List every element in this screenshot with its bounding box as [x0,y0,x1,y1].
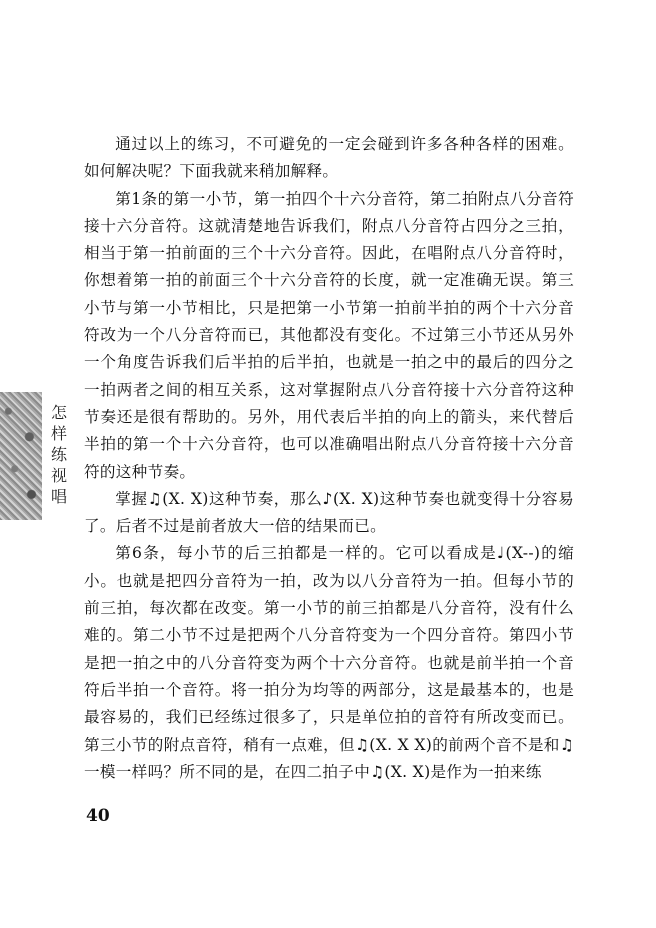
page-number: 40 [86,806,110,826]
paragraph-1: 通过以上的练习，不可避免的一定会碰到许多各种各样的困难。如何解决呢？下面我就来稍加解释。 [84,135,574,181]
paragraph-4: 第6条，每小节的后三拍都是一样的。它可以看成是♩(X--)的缩小。也就是把四分音符为一拍，改为以八分音符为一拍。但每小节的前三拍，每次都在改变。第一小节的前三拍都是八分音符，没有什么难的。第二小节不过是把两个八分音符变为一个四分音符。第四小节是把一拍之中的八分音符变为两个十六分音符。也就是前半拍一个音符后半拍一个音符。将一拍分为均等的两部分，这是最基本的，也是最容易的，我们已经练过很多了，只是单位拍的音符有所改变而已。第三小节的附点音符，稍有一点难，但♫(X. X X)的前两个音不是和♫一模一样吗？所不同的是，在四二拍子中♫(X. X)是作为一拍来练 [84,544,574,781]
book-side-tab [0,392,78,520]
paragraph-3: 掌握♫(X. X)这种节奏，那么♪(X. X)这种节奏也就变得十分容易了。后者不过是前者放大一倍的结果而已。 [84,489,574,536]
book-title-vertical: 怎样练视唱 [50,403,67,506]
side-tab-texture [0,392,42,520]
paragraph-2: 第1条的第一小节，第一拍四个十六分音符，第二拍附点八分音符接十六分音符。这就清楚地告诉我们，附点八分音符占四分之三拍，相当于第一拍前面的三个十六分音符。因此，在唱附点八分音符时，你想着第一拍的前面三个十六分音符的长度，就一定准确无误。第三小节与第一小节相比，只是把第一小节第一拍前半拍的两个十六分音符改为一个八分音符而已，其他都没有变化。不过第三小节还从另外一个角度告诉我们后半拍的后半拍，也就是一拍之中的最后的四分之一拍两者之间的相互关系，这对掌握附点八分音符接十六分音符这种节奏还是很有帮助的。另外，用代表后半拍的向上的箭头，来代替后半拍的第一个十六分音符，也可以准确唱出附点八分音符接十六分音符的这种节奏。 [84,189,574,481]
body-text [84,131,574,786]
